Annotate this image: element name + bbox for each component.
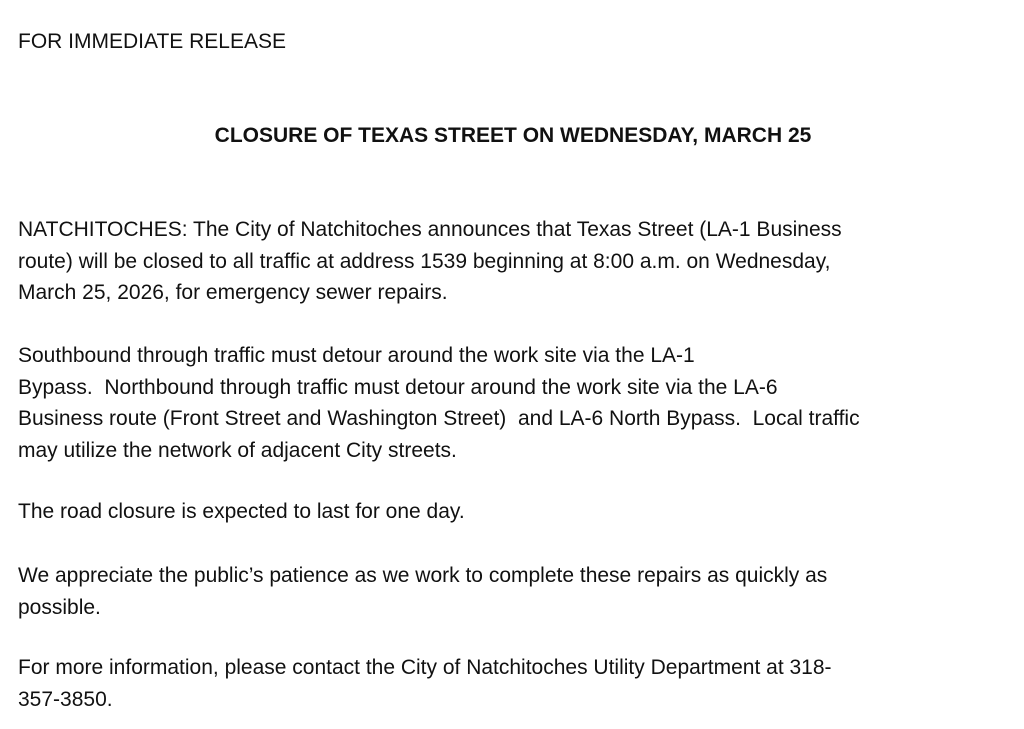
paragraph-appreciation <box>18 560 1008 623</box>
paragraph-detour <box>18 340 1008 466</box>
paragraph-line: possible. <box>18 595 101 619</box>
paragraph-line: route) will be closed to all traffic at address 1539 beginning at 8:00 a.m. on Wednesday, <box>18 249 831 273</box>
paragraph-line: may utilize the network of adjacent City streets. <box>18 438 457 462</box>
paragraph-line: 357-3850. <box>18 687 113 711</box>
paragraph-duration <box>18 496 1008 528</box>
paragraph-line: For more information, please contact the City of Natchitoches Utility Department at 318- <box>18 656 832 679</box>
paragraph-line: Southbound through traffic must detour around the work site via the LA-1 <box>18 344 695 367</box>
paragraph-line: NATCHITOCHES: The City of Natchitoches announces that Texas Street (LA-1 Business <box>18 218 842 241</box>
headline: CLOSURE OF TEXAS STREET ON WEDNESDAY, MARCH 25 <box>214 124 812 147</box>
paragraph-line: The road closure is expected to last for one day. <box>18 500 465 523</box>
paragraph-line: Bypass. Northbound through traffic must detour around the work site via the LA-6 <box>18 375 778 399</box>
release-label: FOR IMMEDIATE RELEASE <box>18 30 286 53</box>
paragraph-line: March 25, 2026, for emergency sewer repairs. <box>18 281 448 304</box>
paragraph-line: We appreciate the public’s patience as we work to complete these repairs as quickly as <box>18 564 828 587</box>
paragraph-announcement <box>18 214 1008 309</box>
paragraph-contact <box>18 652 1008 715</box>
paragraph-line: Business route (Front Street and Washington Street) and LA-6 North Bypass. Local traffic <box>18 407 860 430</box>
